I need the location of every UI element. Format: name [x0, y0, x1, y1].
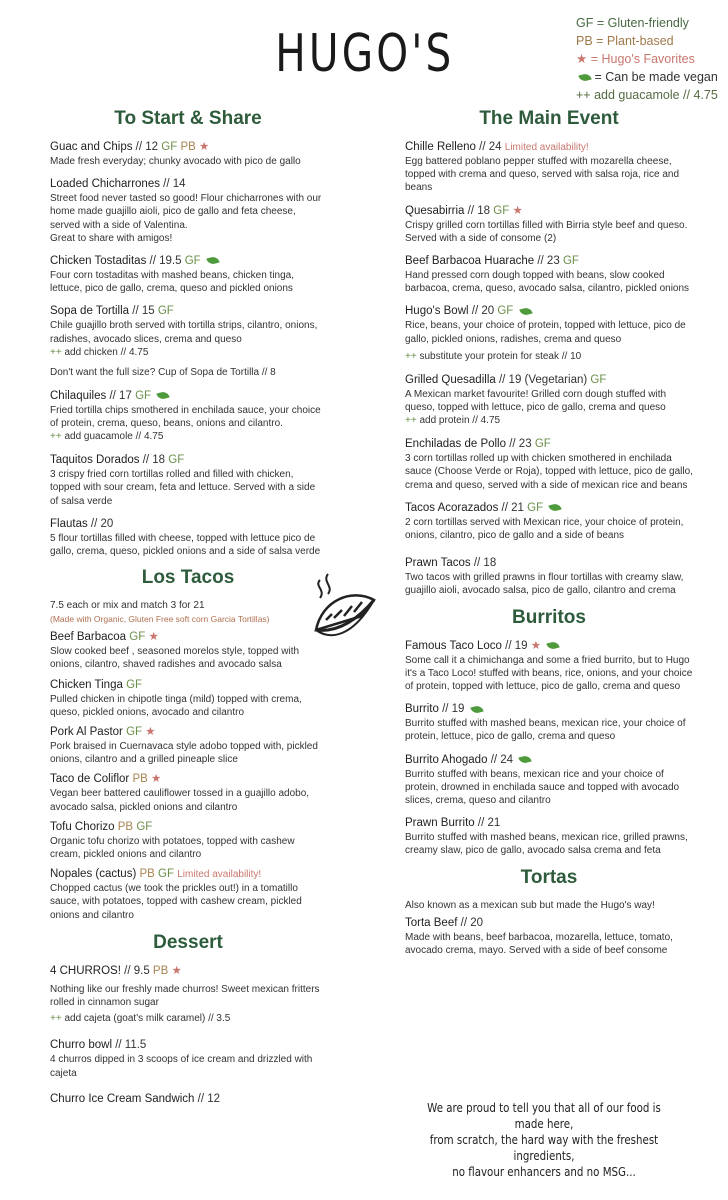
right-column	[405, 104, 693, 966]
item-price: // 21	[477, 817, 501, 830]
legend-gf: GF = Gluten-friendly	[576, 16, 689, 30]
gf-tag: GF	[157, 305, 174, 318]
menu-item	[405, 373, 693, 428]
menu-item	[405, 916, 693, 957]
section-title-burritos: Burritos	[512, 606, 586, 628]
pb-tag: PB	[180, 141, 196, 153]
menu-item	[50, 820, 326, 861]
item-name: Burrito Ahogado	[405, 753, 488, 766]
diamond-left-icon	[234, 52, 239, 57]
menu-item	[405, 501, 693, 542]
item-name: Hugo's Bowl	[405, 305, 469, 318]
section-title-dessert: Dessert	[153, 931, 223, 953]
gf-tag: GF	[497, 305, 514, 318]
section-title-tacos: Los Tacos	[141, 567, 235, 589]
brand-name: HUGO'S	[275, 24, 455, 84]
gf-tag: GF	[158, 868, 175, 881]
item-desc: 3 crispy fried corn tortillas rolled and filled with chicken, topped with sour cream, feta and lettuce. Served with a side of salsa verde	[50, 469, 316, 507]
item-addon	[50, 346, 326, 360]
item-name: Chicken Tostaditas	[50, 255, 147, 268]
item-name: Chille Relleno	[405, 141, 476, 153]
addon-plus: ++	[50, 431, 62, 443]
leaf-icon	[549, 503, 562, 513]
addon-text: add protein // 4.75	[419, 415, 501, 427]
gf-tag: GF	[562, 255, 579, 268]
item-addon	[50, 1012, 326, 1026]
gf-tag: GF	[129, 631, 146, 644]
footer-line: from scratch, the hard way with the freshest ingredients,	[429, 1132, 659, 1163]
tortas-intro: Also known as a mexican sub but made the Hugo's way!	[405, 899, 655, 911]
addon-plus: ++	[50, 1013, 62, 1025]
item-addon	[405, 414, 693, 428]
addon-text: substitute your protein for steak // 10	[419, 350, 582, 362]
tacos-intro: 7.5 each or mix and match 3 for 21	[50, 600, 205, 612]
item-name: Famous Taco Loco	[405, 639, 502, 652]
star-icon: ★	[171, 964, 182, 977]
item-addon	[405, 350, 693, 364]
menu-item	[50, 630, 326, 671]
menu-item	[405, 702, 693, 743]
item-desc: Some call it a chimichanga and some a fried burrito, but to Hugo it's a Taco Loco! stuffed with beans, rice, onions, and your choice of protein, topped with lettuce, pico de gallo, crema and queso	[405, 654, 693, 693]
item-price: // 12	[135, 141, 159, 153]
footer-line: We are proud to tell you that all of our food is made here,	[427, 1100, 661, 1131]
menu-item	[50, 725, 326, 766]
item-name: Prawn Tacos	[405, 557, 471, 570]
item-price: // 23	[509, 438, 532, 451]
item-desc: Chopped cactus (we took the prickles out!) in a tomatillo sauce, with potatoes, topped with cashew cream, pickled onions and cilantro	[50, 883, 302, 921]
brand-logo	[252, 22, 478, 86]
addon-text: add guacamole // 4.75	[64, 431, 164, 443]
leaf-icon	[519, 755, 532, 765]
item-note: Don't want the full size? Cup of Sopa de Tortilla // 8	[50, 366, 276, 378]
item-price: // 9.5	[124, 964, 150, 977]
item-price: // 19	[505, 639, 528, 652]
gf-tag: GF	[135, 389, 152, 402]
item-name: Taquitos Dorados	[50, 454, 140, 467]
legend-fav: = Hugo's Favorites	[590, 52, 695, 66]
leaf-icon	[470, 704, 483, 714]
item-price: // 19 (Vegetarian)	[498, 373, 588, 386]
legend-fav-row	[576, 50, 724, 68]
menu-item	[50, 867, 326, 922]
item-desc: Two tacos with grilled prawns in flour tortillas with creamy slaw, guajillo aioli, avocado salsa, pico de gallo, cilantro and crema	[405, 572, 684, 597]
item-desc: Nothing like our freshly made churros! Sweet mexican fritters rolled in cinnamon sugar	[50, 983, 320, 1009]
gf-tag: GF	[168, 454, 185, 467]
section-title-tortas: Tortas	[520, 866, 578, 888]
pb-tag: PB	[152, 964, 169, 977]
item-name: Churro Ice Cream Sandwich	[50, 1092, 195, 1105]
gf-tag: GF	[184, 255, 201, 268]
menu-item	[50, 678, 326, 719]
item-price: // 18	[467, 204, 491, 217]
menu-item	[405, 816, 693, 857]
gf-tag: GF	[527, 501, 544, 514]
item-desc: Hand pressed corn dough topped with beans, slow cooked barbacoa, crema, queso, avocado salsa, cilantro, pickled onions	[405, 270, 690, 295]
menu-item	[405, 304, 693, 363]
leaf-icon	[578, 73, 591, 83]
star-icon: ★	[576, 52, 588, 66]
item-name: Enchiladas de Pollo	[405, 438, 507, 451]
taco-illustration-icon	[302, 570, 388, 650]
item-name: Tacos Acorazados	[405, 501, 499, 514]
item-price: // 19.5	[149, 255, 182, 268]
item-name: Quesabirria	[405, 204, 465, 217]
item-name: Burrito	[405, 703, 439, 716]
legend	[576, 14, 724, 104]
gf-tag: GF	[136, 820, 153, 833]
star-icon: ★	[145, 726, 156, 739]
section-title-main-event: The Main Event	[479, 108, 619, 129]
leaf-icon	[547, 641, 560, 651]
left-column	[50, 104, 326, 1116]
star-icon: ★	[151, 773, 162, 786]
tacos-subnote: (Made with Organic, Gluten Free soft corn Garcia Tortillas)	[50, 614, 270, 625]
item-name: Flautas	[50, 517, 88, 530]
limited-badge: Limited availability!	[504, 142, 589, 153]
legend-pb: PB = Plant-based	[576, 34, 674, 48]
item-name: Taco de Coliflor	[50, 773, 130, 786]
item-price: // 20	[90, 517, 114, 530]
item-name: Nopales (cactus)	[50, 868, 137, 881]
menu-item	[50, 453, 326, 508]
item-price: // 18	[142, 454, 166, 467]
pb-tag: PB	[139, 868, 155, 881]
menu-item	[50, 389, 326, 444]
menu-item	[50, 1092, 326, 1107]
item-price: // 19	[442, 703, 465, 716]
item-price: // 24	[490, 753, 514, 766]
leaf-icon	[206, 256, 219, 266]
item-name: Beef Barbacoa	[50, 631, 127, 644]
item-price: // 12	[197, 1092, 221, 1105]
footer-statement	[424, 1100, 663, 1180]
item-name: Sopa de Tortilla	[50, 305, 130, 318]
item-price: // 17	[109, 389, 132, 402]
menu-item	[50, 254, 326, 295]
addon-plus: ++	[50, 346, 62, 358]
item-price: // 20	[471, 305, 495, 318]
item-desc: 4 churros dipped in 3 scoops of ice cream and drizzled with cajeta	[50, 1054, 313, 1079]
item-desc: 2 corn tortillas served with Mexican rice, your choice of protein, onions, cilantro, pico de gallo and a side of beans	[405, 516, 684, 542]
diamond-right-icon	[491, 52, 496, 57]
item-desc: Organic tofu chorizo with potatoes, topped with cashew cream, pickled onions and cilantro	[50, 835, 295, 861]
item-name: Prawn Burrito	[405, 817, 475, 830]
item-desc: Pulled chicken in chipotle tinga (mild) topped with crema, queso, pickled onions, avocado and cilantro	[50, 693, 302, 718]
star-icon: ★	[530, 639, 542, 652]
item-name: Loaded Chicharrones	[50, 178, 160, 191]
legend-guac: ++ add guacamole // 4.75	[576, 88, 718, 102]
gf-tag: GF	[161, 141, 178, 153]
item-desc: Burrito stuffed with beans, mexican rice and your choice of protein, drowned in enchilada sauce and topped with avocado slices, crema, queso and cilantro	[405, 768, 680, 807]
item-name: Guac and Chips	[50, 141, 133, 153]
section-title-start-share: To Start & Share	[114, 108, 262, 129]
item-desc: 5 flour tortillas filled with cheese, topped with lettuce pico de gallo, crema, queso, pickled onions and a side of salsa verde	[50, 532, 321, 558]
item-desc: Burrito stuffed with mashed beans, mexican rice, your choice of protein, lettuce, pico de gallo, crema and queso	[405, 718, 686, 743]
addon-text: add chicken // 4.75	[64, 346, 149, 358]
menu-item	[405, 639, 693, 694]
menu-item	[405, 437, 693, 492]
gf-tag: GF	[493, 204, 510, 217]
item-desc: Egg battered poblano pepper stuffed with mozarella cheese, topped with crema and queso, served with salsa roja, rice and beans	[405, 156, 680, 194]
menu-item	[405, 753, 693, 808]
item-desc: Rice, beans, your choice of protein, topped with lettuce, pico de gallo, pickled onions, radishes, crema and queso	[405, 320, 686, 345]
item-addon	[50, 430, 326, 444]
menu-item	[405, 140, 693, 195]
item-desc: Made fresh everyday; chunky avocado with pico de gallo	[50, 156, 301, 167]
pb-tag: PB	[132, 773, 148, 786]
item-price: // 11.5	[115, 1039, 147, 1052]
item-desc-extra: Great to share with amigos!	[50, 232, 173, 244]
gf-tag: GF	[126, 726, 143, 739]
menu-item	[405, 204, 693, 245]
star-icon: ★	[512, 204, 523, 217]
item-desc: Four corn tostaditas with mashed beans, chicken tinga, lettuce, pico de gallo, crema, queso and pickled onions	[50, 270, 295, 295]
leaf-icon	[519, 306, 532, 316]
item-name: Chicken Tinga	[50, 678, 123, 691]
item-name: Beef Barbacoa Huarache	[405, 255, 535, 268]
item-price: // 15	[132, 305, 155, 318]
footer-line: no flavour enhancers and no MSG...	[452, 1164, 636, 1179]
item-desc: Made with beans, beef barbacoa, mozarella, lettuce, tomato, avocado crema, mayo. Served with a side of beef consome	[405, 931, 673, 956]
item-desc: Street food never tasted so good! Flour chicharrones with our home made guajillo aioli, pico de gallo and feta cheese, served with a side of Valentina.	[50, 193, 322, 231]
item-name: Pork Al Pastor	[50, 726, 123, 739]
legend-vegan: = Can be made vegan	[594, 70, 718, 84]
star-icon: ★	[199, 141, 210, 153]
item-price: // 14	[163, 178, 186, 191]
pb-tag: PB	[117, 820, 134, 833]
item-desc: Fried tortilla chips smothered in enchilada sauce, your choice of protein, crema, queso, beans, onions and cilantro.	[50, 404, 321, 430]
item-desc: A Mexican market favourite! Grilled corn dough stuffed with queso, topped with lettuce, pico de gallo, crema and queso	[405, 388, 667, 414]
menu-item	[50, 964, 326, 1026]
item-desc: Burrito stuffed with mashed beans, mexican rice, grilled prawns, creamy slaw, pico de gallo, avocado salsa crema and feta	[405, 832, 688, 857]
addon-text: add cajeta (goat's milk caramel) // 3.5	[64, 1013, 231, 1025]
menu-item	[50, 304, 326, 379]
gf-tag: GF	[126, 678, 143, 691]
leaf-icon	[157, 391, 170, 401]
item-price: // 18	[473, 557, 497, 570]
item-desc: Vegan beer battered cauliflower tossed in a guajillo adobo, avocado salsa, pickled onions and cilantro	[50, 788, 310, 813]
addon-plus: ++	[405, 415, 417, 427]
item-name: Torta Beef	[405, 916, 458, 929]
addon-plus: ++	[405, 350, 417, 362]
item-name: Grilled Quesadilla	[405, 373, 496, 386]
item-desc: Chile guajillo broth served with tortilla strips, cilantro, onions, radishes, avocado slices, crema and queso	[50, 320, 318, 345]
item-name: Tofu Chorizo	[50, 820, 115, 833]
item-name: 4 CHURROS!	[50, 964, 121, 977]
item-price: // 21	[501, 501, 524, 514]
gf-tag: GF	[534, 438, 551, 451]
item-price: // 23	[537, 255, 560, 268]
menu-item	[50, 1038, 326, 1079]
menu-item	[405, 556, 693, 597]
item-desc: 3 corn tortillas rolled up with chicken smothered in enchilada sauce (Choose Verde or Roja), topped with lettuce, pico de gallo, crema and queso, served with a side of mexican rice and beans	[405, 453, 693, 491]
menu-item	[50, 140, 326, 168]
item-desc: Slow cooked beef , seasoned morelos style, topped with onions, cilantro, shaved radishes and avocado salsa	[50, 646, 300, 671]
item-desc: Pork braised in Cuernavaca style adobo topped with, pickled onions, cilantro and a grilled pineaple slice	[50, 741, 318, 766]
item-name: Churro bowl	[50, 1039, 112, 1052]
menu-item	[50, 772, 326, 813]
item-desc: Crispy grilled corn tortillas filled with Birria style beef and queso. Served with a side of consome (2)	[405, 219, 688, 244]
limited-badge: Limited availability!	[177, 869, 262, 881]
menu-item	[405, 254, 693, 295]
menu-item	[50, 177, 326, 245]
legend-vegan-row	[576, 68, 724, 86]
item-price: // 24	[479, 141, 502, 153]
gf-tag: GF	[590, 373, 607, 386]
item-price: // 20	[460, 916, 484, 929]
item-name: Chilaquiles	[50, 389, 107, 402]
menu-item	[50, 517, 326, 558]
star-icon: ★	[148, 631, 159, 644]
